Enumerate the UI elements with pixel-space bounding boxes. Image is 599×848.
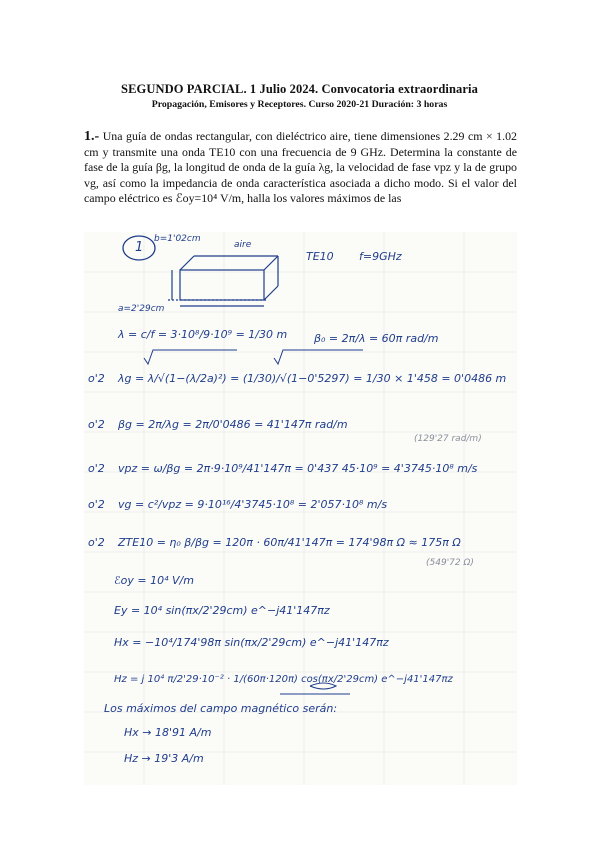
hz-max: Hz → 19'3 A/m bbox=[124, 752, 204, 765]
impedance-eq: ZTE10 = η₀ β/βg = 120π · 60π/41'147π = 174'98π Ω ≈ 175π Ω bbox=[118, 536, 461, 549]
hx-max: Hx → 18'91 A/m bbox=[124, 726, 212, 739]
lambda-g-eq: λg = λ/√(1−(λ/2a)²) = (1/30)/√(1−0'5297) = 1/30 × 1'458 = 0'0486 m bbox=[118, 372, 507, 385]
a-dimension: a=2'29cm bbox=[118, 304, 165, 314]
e-oy-eq: ℰoy = 10⁴ V/m bbox=[114, 574, 194, 587]
exam-subtitle: Propagación, Emisores y Receptores. Curso 2020-21 Duración: 3 horas bbox=[151, 99, 448, 110]
handwritten-solution-scan bbox=[84, 232, 517, 785]
score-mark: o'2 bbox=[88, 498, 105, 511]
beta0-eq: β₀ = 2π/λ = 60π rad/m bbox=[314, 332, 439, 345]
lambda-eq: λ = c/f = 3·10⁸/9·10⁹ = 1/30 m bbox=[118, 328, 288, 341]
mode-label: TE10 bbox=[306, 250, 334, 263]
phase-velocity-eq: vpz = ω/βg = 2π·9·10⁹/41'147π = 0'437 45·10⁹ = 4'3745·10⁸ m/s bbox=[118, 462, 478, 475]
problem-text: Una guía de ondas rectangular, con dieléctrico aire, tiene dimensiones 2.29 cm × 1.02 cm y transmite una onda TE10 con una frecuencia de 9 GHz. Determina la constante de fase de la guía βg, la longitud de onda de la guía λg, la velocidad de fase vpz y la de grupo vg, así como la impedancia de onda característica asociada a dicho modo. Si el valor del campo eléctrico es ℰoy=10⁴ V/m, halla los valores máximos de las bbox=[84, 129, 517, 206]
score-mark: o'2 bbox=[88, 418, 105, 431]
waveguide-sketch bbox=[168, 256, 278, 306]
score-mark: o'2 bbox=[88, 462, 105, 475]
circle-label: 1 bbox=[135, 240, 144, 255]
group-velocity-eq: vg = c²/vpz = 9·10¹⁶/4'3745·10⁸ = 2'057·10⁸ m/s bbox=[118, 498, 388, 511]
frequency-label: f=9GHz bbox=[359, 250, 402, 263]
problem-statement bbox=[84, 129, 517, 207]
b-dimension: b=1'02cm bbox=[154, 234, 201, 244]
exam-title: SEGUNDO PARCIAL. 1 Julio 2024. Convocatoria extraordinaria bbox=[121, 82, 478, 96]
score-mark: o'2 bbox=[88, 372, 105, 385]
beta-g-note: (129'27 rad/m) bbox=[414, 434, 482, 444]
beta-g-eq: βg = 2π/λg = 2π/0'0486 = 41'147π rad/m bbox=[118, 418, 348, 431]
score-mark: o'2 bbox=[88, 536, 105, 549]
conclusion-text: Los máximos del campo magnético serán: bbox=[104, 702, 338, 715]
h-z-eq: Hz = j 10⁴ π/2'29·10⁻² · 1/(60π·120π) cos(πx/2'29cm) e^−j41'147πz bbox=[114, 674, 453, 685]
impedance-note: (549'72 Ω) bbox=[426, 558, 474, 568]
h-x-eq: Hx = −10⁴/174'98π sin(πx/2'29cm) e^−j41'147πz bbox=[114, 636, 389, 649]
exam-header bbox=[0, 82, 599, 110]
problem-number: 1.- bbox=[84, 129, 100, 144]
aire-label: aire bbox=[234, 240, 252, 250]
e-y-eq: Ey = 10⁴ sin(πx/2'29cm) e^−j41'147πz bbox=[114, 604, 330, 617]
